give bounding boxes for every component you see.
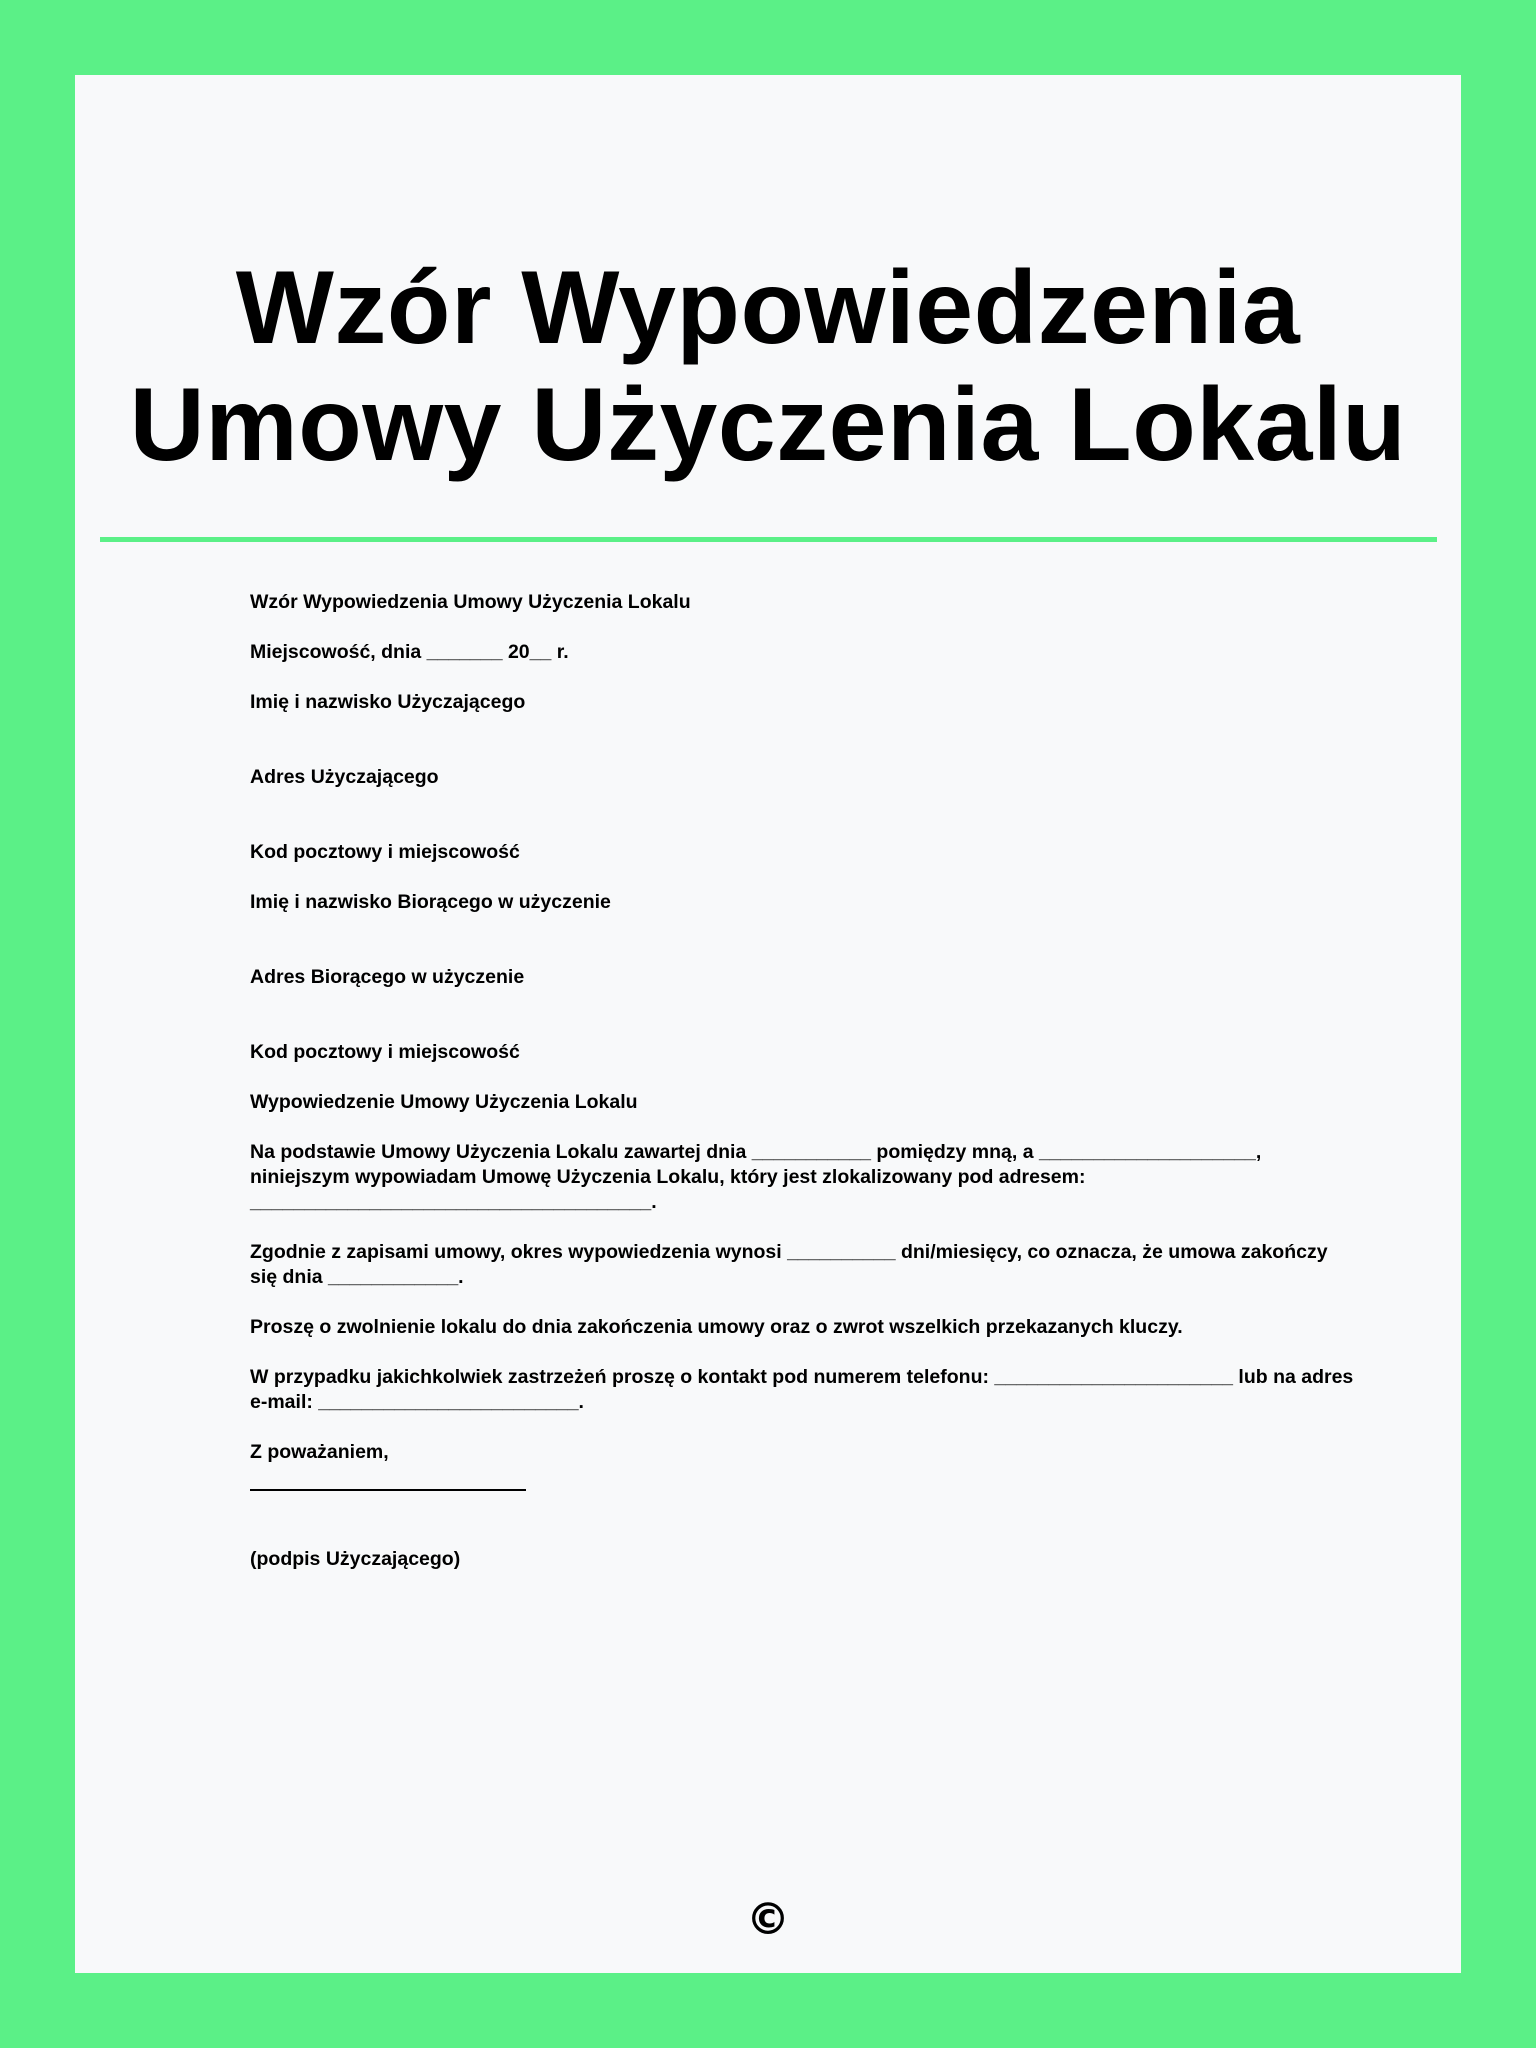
place-date-line: Miejscowość, dnia _______ 20__ r. [250,641,569,663]
document-title: Wzór Wypowiedzenia Umowy Użyczenia Lokalu [129,250,1407,483]
subject-line: Wypowiedzenie Umowy Użyczenia Lokalu [250,1091,638,1113]
borrower-postal-field: Kod pocztowy i miejscowość [250,1041,520,1063]
lender-name-field: Imię i nazwisko Użyczającego [250,691,526,713]
document-body [250,590,1360,1597]
closing-salutation: Z poważaniem, [250,1441,389,1463]
paragraph-contact: W przypadku jakichkolwiek zastrzeżeń proszę o kontakt pod numerem telefonu: ______________________ lub na adres e-mail: ________________________. [250,1366,1354,1413]
lender-postal-field: Kod pocztowy i miejscowość [250,841,520,863]
borrower-address-field: Adres Biorącego w użyczenie [250,966,525,988]
paragraph-vacate-request: Proszę o zwolnienie lokalu do dnia zakończenia umowy oraz o zwrot wszelkich przekazanych kluczy. [250,1316,1183,1338]
copyright-symbol: © [746,1894,790,1945]
document-heading: Wzór Wypowiedzenia Umowy Użyczenia Lokalu [250,591,691,613]
document-page [75,75,1461,1973]
signature-caption: (podpis Użyczającego) [250,1548,461,1570]
signature-line [250,1489,526,1491]
title-divider [100,537,1437,542]
borrower-name-field: Imię i nazwisko Biorącego w użyczenie [250,891,611,913]
lender-address-field: Adres Użyczającego [250,766,439,788]
paragraph-contract-details: Na podstawie Umowy Użyczenia Lokalu zawartej dnia ___________ pomiędzy mną, a ____________________, niniejszym wypowiadam Umowę Użyczenia Lokalu, który jest zlokalizowany pod adresem: _____________________________________. [250,1141,1262,1213]
paragraph-notice-period: Zgodnie z zapisami umowy, okres wypowiedzenia wynosi __________ dni/miesięcy, co oznacza, że umowa zakończy się dnia ____________. [250,1241,1328,1288]
